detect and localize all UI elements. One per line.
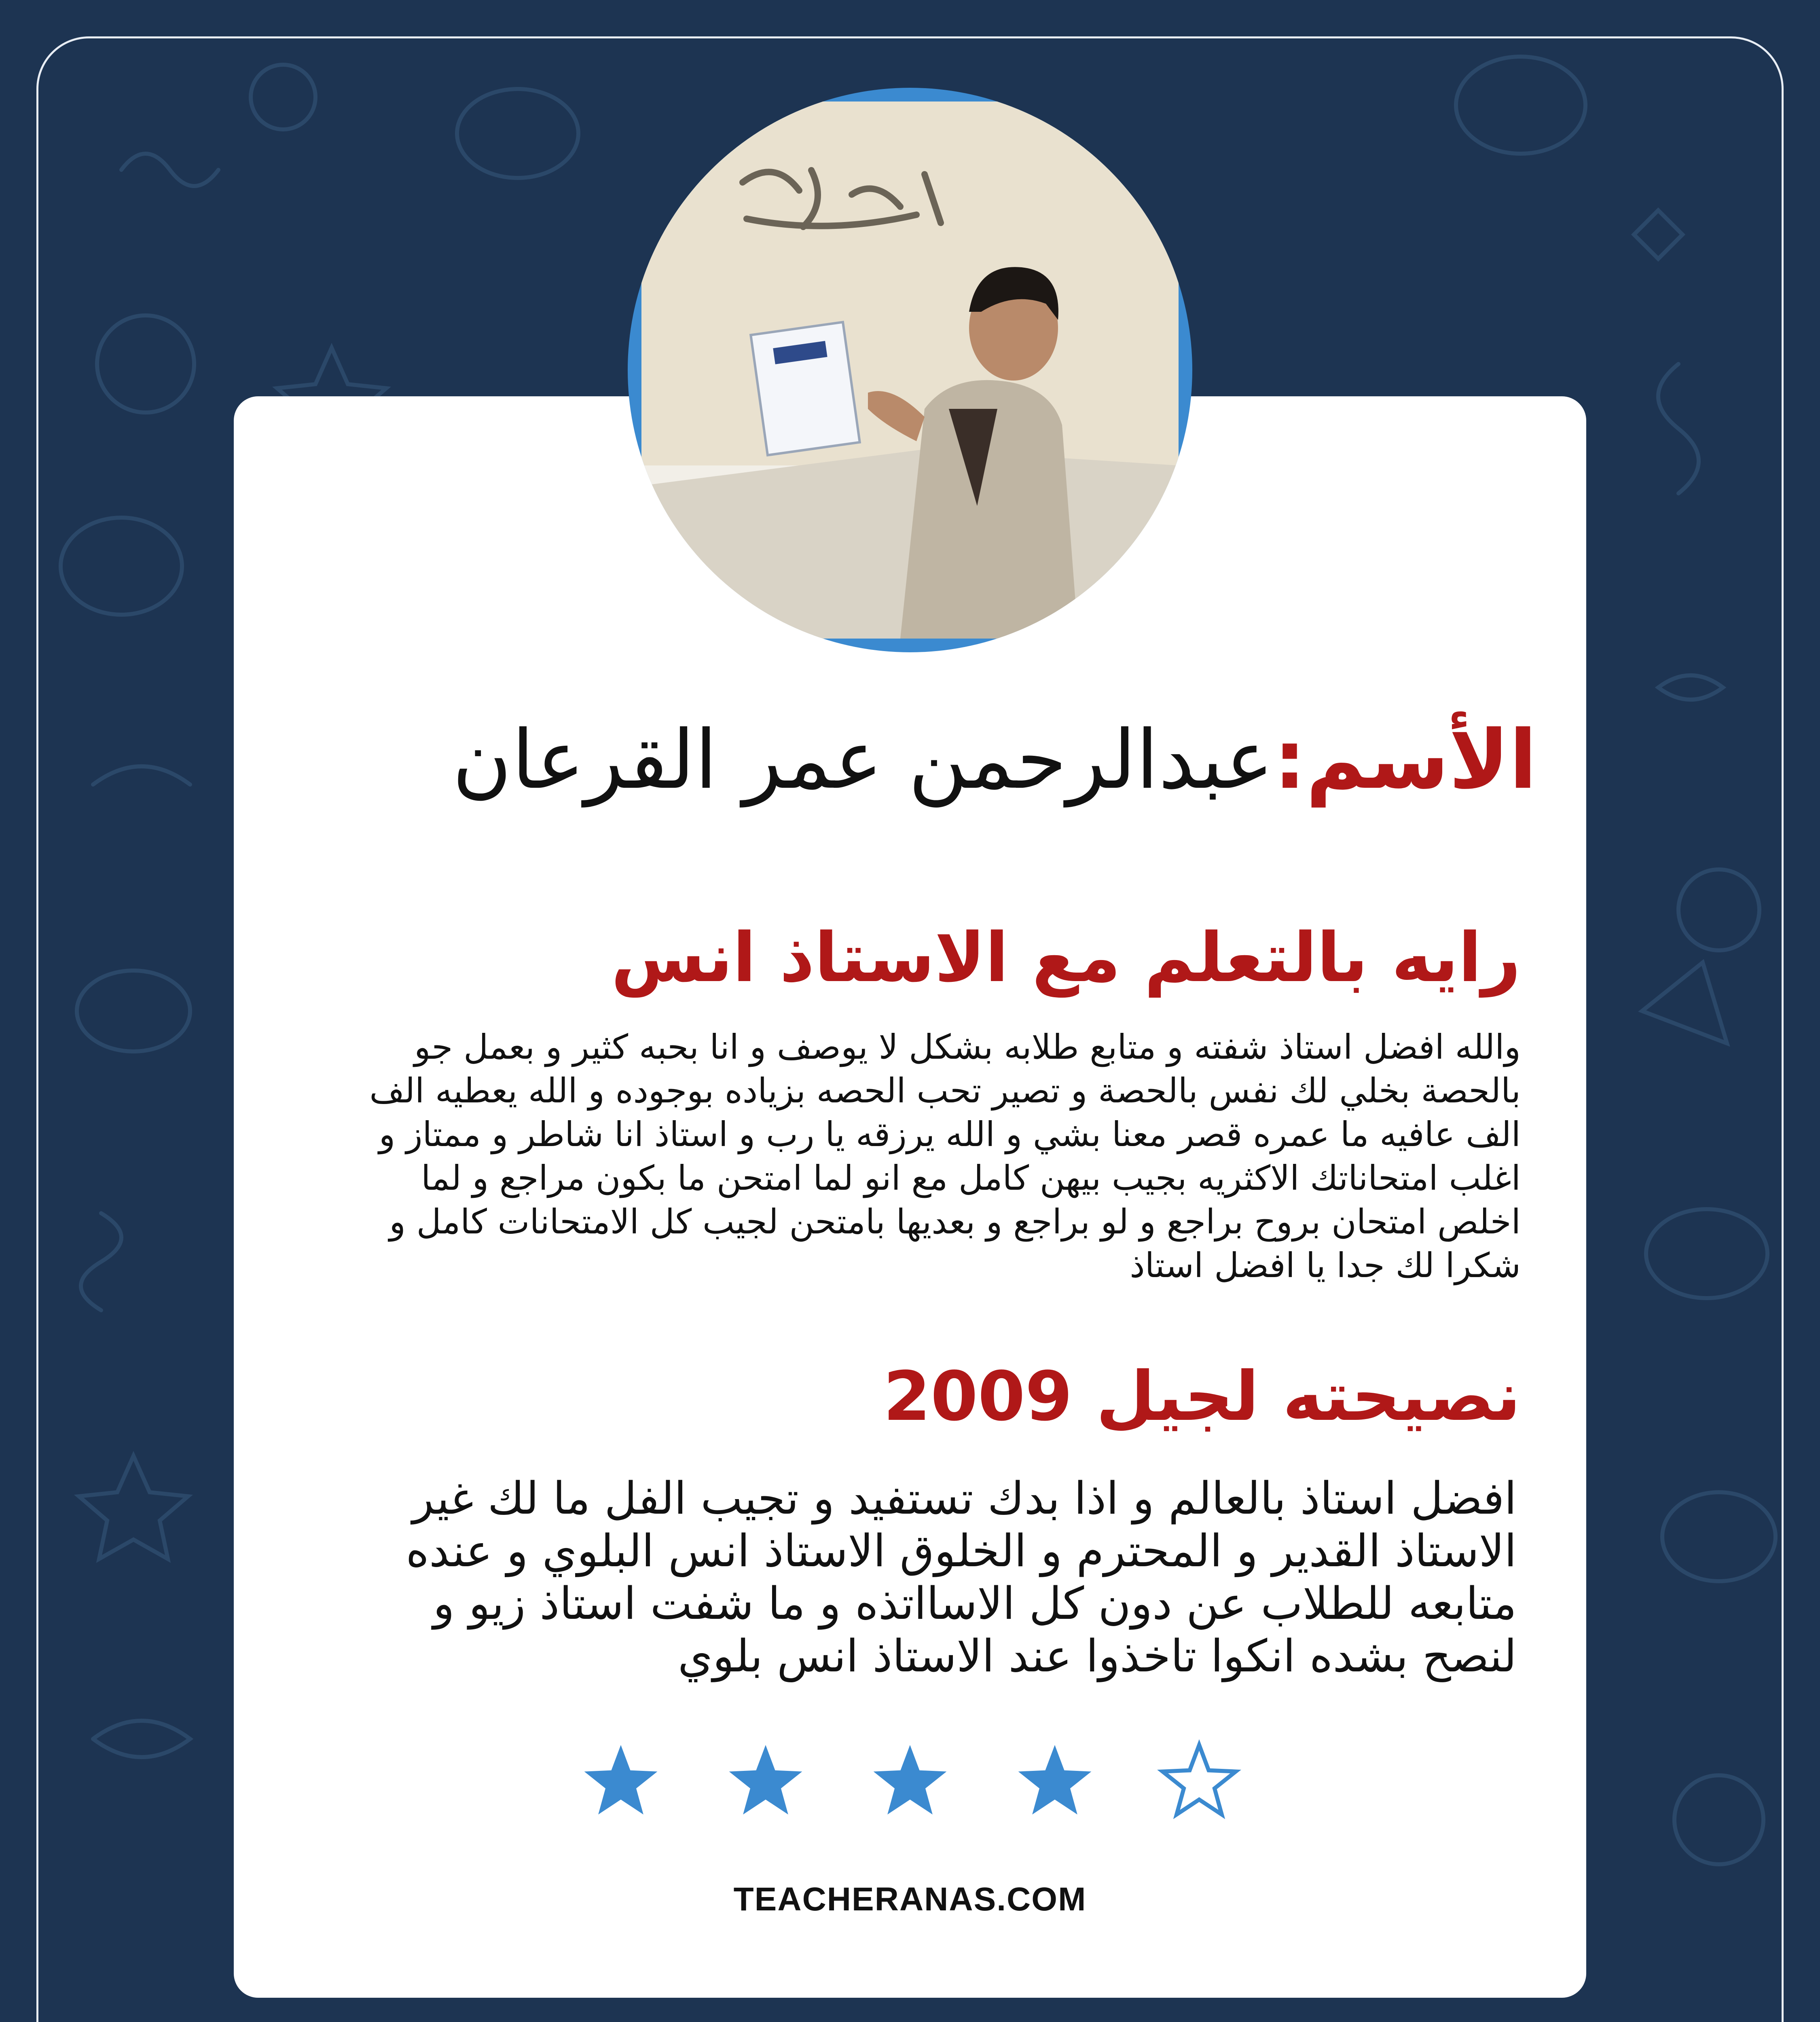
name-label: الأسم: — [1274, 713, 1537, 807]
student-name-row — [340, 713, 1537, 807]
star-filled-icon — [723, 1739, 808, 1824]
advice-heading: نصيحته لجيل 2009 — [883, 1357, 1521, 1436]
student-name: عبدالرحمن عمر القرعان — [452, 713, 1274, 807]
star-rating — [578, 1739, 1242, 1824]
avatar — [628, 88, 1192, 652]
star-empty-icon — [1157, 1739, 1242, 1824]
website-url: TEACHERANAS.COM — [733, 1881, 1087, 1918]
star-filled-icon — [868, 1739, 952, 1824]
opinion-heading: رايه بالتعلم مع الاستاذ انس — [611, 918, 1521, 997]
star-filled-icon — [1012, 1739, 1097, 1824]
student-photo-icon — [641, 102, 1179, 639]
star-filled-icon — [578, 1739, 663, 1824]
advice-text: افضل استاذ بالعالم و اذا بدك تستفيد و تجيب الفل ما لك غير الاستاذ القدير و المحترم و الخلوق الاستاذ انس البلوي و عنده متابعه للطلاب عن دون كل الاسااتذه و ما شفت استاذ زيو و لنصح بشده انكوا تاخذوا عند الاستاذ انس بلوي — [406, 1472, 1517, 1682]
opinion-text: والله افضل استاذ شفته و متابع طلابه بشكل لا يوصف و انا بحبه كثير و بعمل جو بالحصة بخلي لك نفس بالحصة و تصير تحب الحصه بزياده بوجوده و الله يعطيه الف الف عافيه ما عمره قصر معنا بشي و الله يرزقه يا رب و استاذ انا شاطر و ممتاز و اغلب امتحاناتك الاكثريه بجيب بيهن كامل مع انو لما امتحن ما بكون مراجع و لما اخلص امتحان بروح براجع و لو براجع و بعديها بامتحن لجيب كل الامتحانات كامل و شكرا لك جدا يا افضل استاذ — [369, 1027, 1521, 1285]
